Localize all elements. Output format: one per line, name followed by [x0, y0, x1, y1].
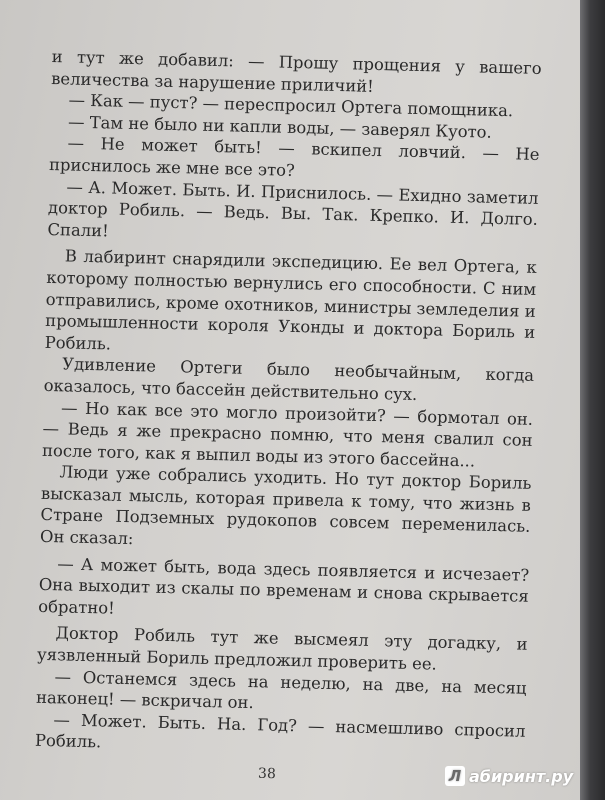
- labirint-watermark: [445, 766, 573, 786]
- paragraph: Доктор Робиль тут же высмеял эту догадку, и уязвленный Бориль предложил проверить ее.: [36, 623, 528, 674]
- paragraph: — Но как все это могло произойти? — бормотал он. — Ведь я же прекрасно помню, что меня свалил сон после того, как я выпил воды из этого бассейна...: [41, 397, 534, 471]
- page-edge: [580, 0, 605, 800]
- book-text: [35, 46, 542, 764]
- paragraph: Удивление Ортеги было необычайным, когда оказалось, что бассейн действительно сух.: [43, 354, 535, 404]
- paragraph: Люди уже собрались уходить. Но тут доктор Бориль высказал мысль, которая привела к тому, что жизнь в Стране Подземных рудокопов совсем переменилась. Он сказал:: [39, 462, 532, 549]
- paragraph: — Не может быть! — вскипел ловчий. — Не приснилось же мне все это?: [48, 133, 540, 180]
- page-number: 38: [257, 765, 276, 783]
- paragraph: — Как — пуст? — переспросил Ортега помощника.: [68, 90, 514, 121]
- paragraph: — А. Может. Быть. И. Приснилось. — Ехидно заметил доктор Робиль. — Ведь. Вы. Так. Крепко. И. Долго. Спали!: [47, 176, 539, 241]
- paragraph: — Останемся здесь на неделю, на две, на месяц наконец! — вскричал он.: [35, 666, 527, 713]
- paragraph: — А может быть, вода здесь появляется и исчезает? Она выходит из скалы по временам и снова скрывается обратно!: [38, 553, 530, 618]
- paragraph: — Может. Быть. На. Год? — насмешливо спросил Робиль.: [34, 710, 526, 752]
- paragraph: В лабиринт снарядили экспедицию. Ее вел Ортега, к которому полностью вернулись его способности. С ним отправились, кроме охотников, министры земледелия и промышленности короля Уконды и доктора Бориль и Робиль.: [44, 246, 537, 354]
- paragraph: и тут же добавил: — Прошу прощения у вашего величества за нарушение приличий!: [50, 46, 542, 96]
- watermark-text: абиринт.ру: [469, 766, 574, 786]
- labirint-logo-icon: Л: [445, 766, 465, 786]
- paragraph: — Там не было ни капли воды, — заверял Куото.: [67, 112, 493, 142]
